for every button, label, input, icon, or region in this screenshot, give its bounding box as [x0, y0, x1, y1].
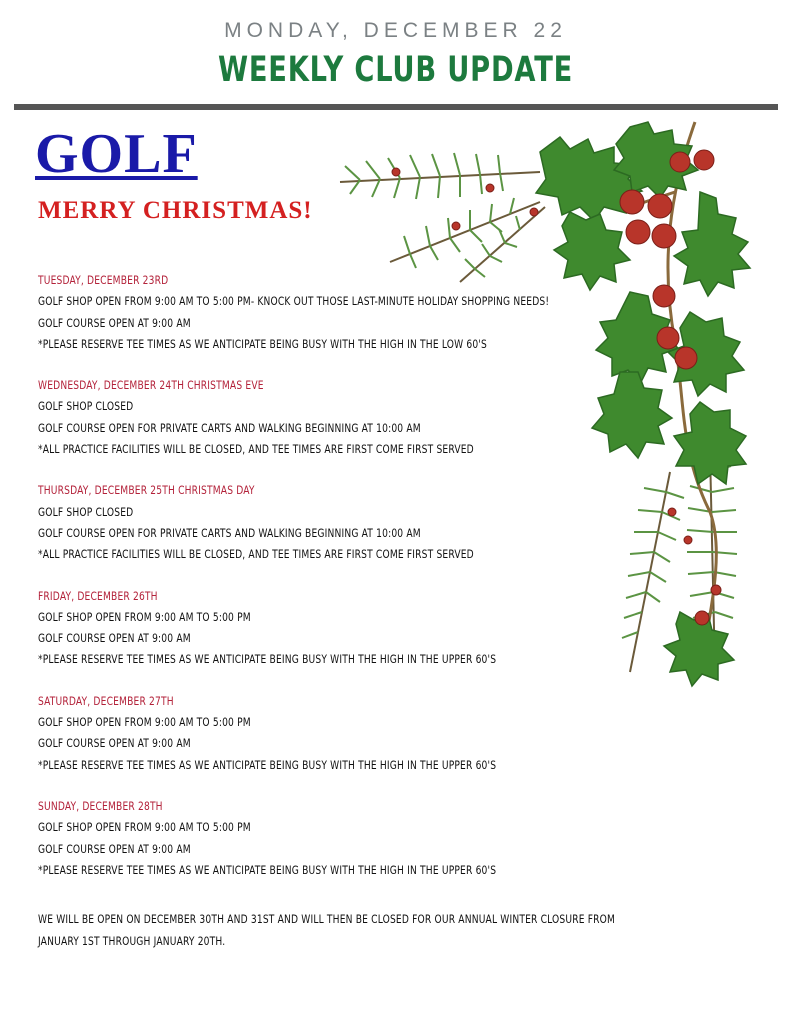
- day-line: *PLEASE RESERVE TEE TIMES AS WE ANTICIPATE BEING BUSY WITH THE HIGH IN THE UPPER 60'S: [38, 862, 497, 877]
- day-line: GOLF COURSE OPEN AT 9:00 AM: [38, 736, 191, 751]
- header-divider: [14, 104, 778, 110]
- closing-note: [38, 908, 718, 952]
- day-line: GOLF COURSE OPEN AT 9:00 AM: [38, 315, 191, 330]
- day-block-tuesday: [38, 270, 658, 355]
- day-line: GOLF SHOP CLOSED: [38, 504, 134, 519]
- day-line: GOLF SHOP OPEN FROM 9:00 AM TO 5:00 PM: [38, 820, 251, 835]
- day-heading: SATURDAY, DECEMBER 27TH: [38, 693, 174, 708]
- page-title: WEEKLY CLUB UPDATE: [217, 50, 574, 90]
- date-line: MONDAY, DECEMBER 22: [224, 19, 567, 42]
- day-line: GOLF SHOP OPEN FROM 9:00 AM TO 5:00 PM- KNOCK OUT THOSE LAST-MINUTE HOLIDAY SHOPPING NEEDS!: [38, 294, 550, 309]
- day-heading: FRIDAY, DECEMBER 26TH: [38, 588, 158, 603]
- day-line: GOLF COURSE OPEN AT 9:00 AM: [38, 841, 191, 856]
- day-line: GOLF COURSE OPEN FOR PRIVATE CARTS AND WALKING BEGINNING AT 10:00 AM: [38, 525, 421, 540]
- day-line: *PLEASE RESERVE TEE TIMES AS WE ANTICIPATE BEING BUSY WITH THE HIGH IN THE LOW 60'S: [38, 336, 487, 351]
- pine-sprig-left: [340, 153, 545, 282]
- day-block-friday: [38, 586, 658, 671]
- day-line: GOLF SHOP OPEN FROM 9:00 AM TO 5:00 PM: [38, 715, 251, 730]
- day-heading: TUESDAY, DECEMBER 23RD: [38, 273, 169, 287]
- day-line: GOLF COURSE OPEN AT 9:00 AM: [38, 631, 191, 646]
- closing-line: WE WILL BE OPEN ON DECEMBER 30TH AND 31ST AND WILL THEN BE CLOSED FOR OUR ANNUAL WINTER CLOSURE FROM: [38, 912, 616, 926]
- day-block-wednesday: [38, 375, 658, 460]
- day-line: *PLEASE RESERVE TEE TIMES AS WE ANTICIPATE BEING BUSY WITH THE HIGH IN THE UPPER 60'S: [38, 757, 497, 772]
- day-heading: SUNDAY, DECEMBER 28TH: [38, 798, 163, 813]
- day-block-sunday: [38, 796, 658, 881]
- day-heading: WEDNESDAY, DECEMBER 24TH CHRISTMAS EVE: [38, 378, 264, 393]
- day-block-saturday: [38, 691, 658, 776]
- day-line: GOLF SHOP OPEN FROM 9:00 AM TO 5:00 PM: [38, 609, 251, 624]
- day-line: *ALL PRACTICE FACILITIES WILL BE CLOSED, AND TEE TIMES ARE FIRST COME FIRST SERVED: [38, 442, 474, 457]
- day-line: *ALL PRACTICE FACILITIES WILL BE CLOSED, AND TEE TIMES ARE FIRST COME FIRST SERVED: [38, 547, 474, 562]
- greeting: MERRY CHRISTMAS!: [38, 197, 313, 224]
- section-title: GOLF: [35, 123, 198, 185]
- day-line: *PLEASE RESERVE TEE TIMES AS WE ANTICIPATE BEING BUSY WITH THE HIGH IN THE UPPER 60'S: [38, 652, 497, 667]
- day-line: GOLF SHOP CLOSED: [38, 399, 134, 414]
- day-heading: THURSDAY, DECEMBER 25TH CHRISTMAS DAY: [38, 483, 255, 498]
- day-block-thursday: [38, 480, 658, 565]
- schedule-list: [38, 270, 658, 901]
- closing-line: JANUARY 1ST THROUGH JANUARY 20TH.: [38, 934, 226, 948]
- day-line: GOLF COURSE OPEN FOR PRIVATE CARTS AND WALKING BEGINNING AT 10:00 AM: [38, 420, 421, 435]
